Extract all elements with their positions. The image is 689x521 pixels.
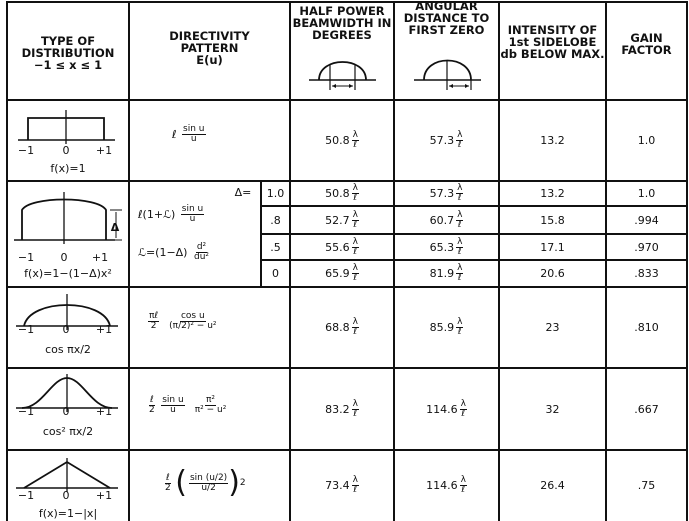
row2b-angular: 60.7 $\frac{\lambda}{\text{ℓ}}$ — [429, 209, 463, 230]
axis-tick: 0 — [62, 405, 70, 418]
axis-tick: +1 — [95, 323, 113, 336]
delta-value: 0 — [272, 267, 279, 280]
axis-tick: +1 — [95, 405, 113, 418]
row2b-sidelobe: 15.8 — [540, 213, 565, 227]
pattern-formula-parabolic: ℓ (1+ ℒ ) $\frac{\text{sin u}}{u}$ — [138, 204, 204, 224]
header-type: TYPE OF DISTRIBUTION −1 ≤ x ≤ 1 — [21, 34, 115, 72]
distribution-label: f(x)=1 — [50, 162, 86, 175]
row3-beamwidth: 68.8 $\frac{\lambda}{\text{ℓ}}$ — [325, 317, 358, 337]
distribution-label: cos πx/2 — [45, 343, 91, 356]
row2a-angular: 57.3 $\frac{\lambda}{\text{ℓ}}$ — [429, 183, 463, 203]
row3-gain: .810 — [634, 321, 659, 334]
row3-sidelobe: 23 — [545, 321, 560, 334]
delta-value: .8 — [270, 213, 281, 227]
header-gain: GAIN FACTOR — [621, 31, 672, 57]
pattern-formula-uniform: ℓ $\frac{\text{sin u}}{u}$ — [172, 124, 205, 144]
row2a-sidelobe: 13.2 — [540, 187, 565, 200]
axis-tick: −1 — [17, 405, 35, 418]
row2d-beamwidth: 65.9 $\frac{\lambda}{\text{ℓ}}$ — [325, 263, 358, 283]
delta-value: 1.0 — [266, 187, 285, 200]
row2d-angular: 81.9 $\frac{\lambda}{\text{ℓ}}$ — [429, 263, 463, 283]
grid-line — [6, 1, 8, 521]
pattern-operator: ℒ =(1−Δ) $\frac{\text{d²}}{\text{du²}}$ — [138, 242, 210, 262]
axis-tick: 0 — [62, 323, 70, 336]
pattern-formula-cosine-squared: $\frac{\text{ℓ}}{2}$ $\frac{\text{sin u}}{u}$ $\frac{\text{π²}}{\text{π² − u²}}$ — [149, 395, 227, 415]
axis-tick: +1 — [91, 251, 109, 264]
row4-gain: .667 — [634, 402, 659, 416]
row2c-angular: 65.3 $\frac{\lambda}{\text{ℓ}}$ — [429, 236, 463, 257]
row5-sidelobe: 26.4 — [540, 478, 565, 492]
grid-line — [6, 1, 688, 3]
axis-tick: +1 — [95, 144, 113, 157]
row2c-beamwidth: 55.6 $\frac{\lambda}{\text{ℓ}}$ — [325, 236, 358, 257]
axis-tick: 0 — [62, 144, 70, 157]
row4-angular: 114.6 $\frac{\lambda}{\text{ℓ}}$ — [426, 398, 466, 419]
beamwidth-lobe-icon — [305, 48, 380, 94]
row1-angular: 57.3 $\frac{\lambda}{\text{ℓ}}$ — [429, 130, 463, 150]
row3-angular: 85.9 $\frac{\lambda}{\text{ℓ}}$ — [429, 317, 463, 337]
row4-beamwidth: 83.2 $\frac{\lambda}{\text{ℓ}}$ — [325, 398, 358, 419]
axis-tick: 0 — [62, 489, 70, 502]
header-beamwidth: HALF POWER BEAMWIDTH IN DEGREES — [292, 4, 392, 42]
row2b-beamwidth: 52.7 $\frac{\lambda}{\text{ℓ}}$ — [325, 209, 358, 230]
row2d-gain: .833 — [634, 267, 659, 280]
axis-tick: −1 — [17, 144, 35, 157]
grid-line — [128, 1, 130, 521]
row1-sidelobe: 13.2 — [540, 134, 565, 147]
row4-sidelobe: 32 — [545, 402, 560, 416]
parabolic-distribution-graph — [10, 188, 125, 248]
delta-value: .5 — [270, 240, 281, 254]
grid-line — [686, 1, 688, 521]
delta-label: Δ= — [234, 186, 252, 199]
row1-gain: 1.0 — [637, 134, 656, 147]
row2d-sidelobe: 20.6 — [540, 267, 565, 280]
axis-tick: −1 — [17, 323, 35, 336]
distribution-label: cos² πx/2 — [42, 425, 94, 438]
header-angular: ANGULAR DISTANCE TO FIRST ZERO — [403, 0, 490, 37]
header-pattern: DIRECTIVITY PATTERN E(u) — [169, 29, 250, 67]
row2a-gain: 1.0 — [637, 187, 656, 200]
row1-beamwidth: 50.8 $\frac{\lambda}{\text{ℓ}}$ — [325, 130, 358, 150]
axis-tick: −1 — [17, 489, 35, 502]
first-zero-lobe-icon — [410, 48, 485, 94]
row5-beamwidth: 73.4 $\frac{\lambda}{\text{ℓ}}$ — [325, 474, 358, 495]
distribution-label: f(x)=1−(1−Δ)x² — [24, 267, 112, 280]
axis-tick: +1 — [95, 489, 113, 502]
header-sidelobe: INTENSITY OF 1st SIDELOBE db BELOW MAX. — [500, 23, 605, 61]
delta-symbol: Δ — [110, 221, 120, 234]
pattern-formula-cosine: $\frac{\text{πℓ}}{2}$ $\frac{\text{cos u}}{\text{(π/2)² − u²}}$ — [149, 311, 217, 331]
row2c-sidelobe: 17.1 — [540, 240, 565, 254]
axis-tick: 0 — [60, 251, 68, 264]
row2a-beamwidth: 50.8 $\frac{\lambda}{\text{ℓ}}$ — [325, 183, 358, 203]
distribution-label: f(x)=1−|x| — [38, 507, 98, 520]
row2c-gain: .970 — [634, 240, 659, 254]
pattern-formula-triangular: $\frac{\text{ℓ}}{2}$ ( $\frac{\sin (u/2)}{u/2}$ ) 2 — [165, 465, 246, 500]
axis-tick: −1 — [17, 251, 35, 264]
row5-angular: 114.6 $\frac{\lambda}{\text{ℓ}}$ — [426, 474, 466, 495]
row2b-gain: .994 — [634, 213, 659, 227]
row5-gain: .75 — [637, 478, 656, 492]
